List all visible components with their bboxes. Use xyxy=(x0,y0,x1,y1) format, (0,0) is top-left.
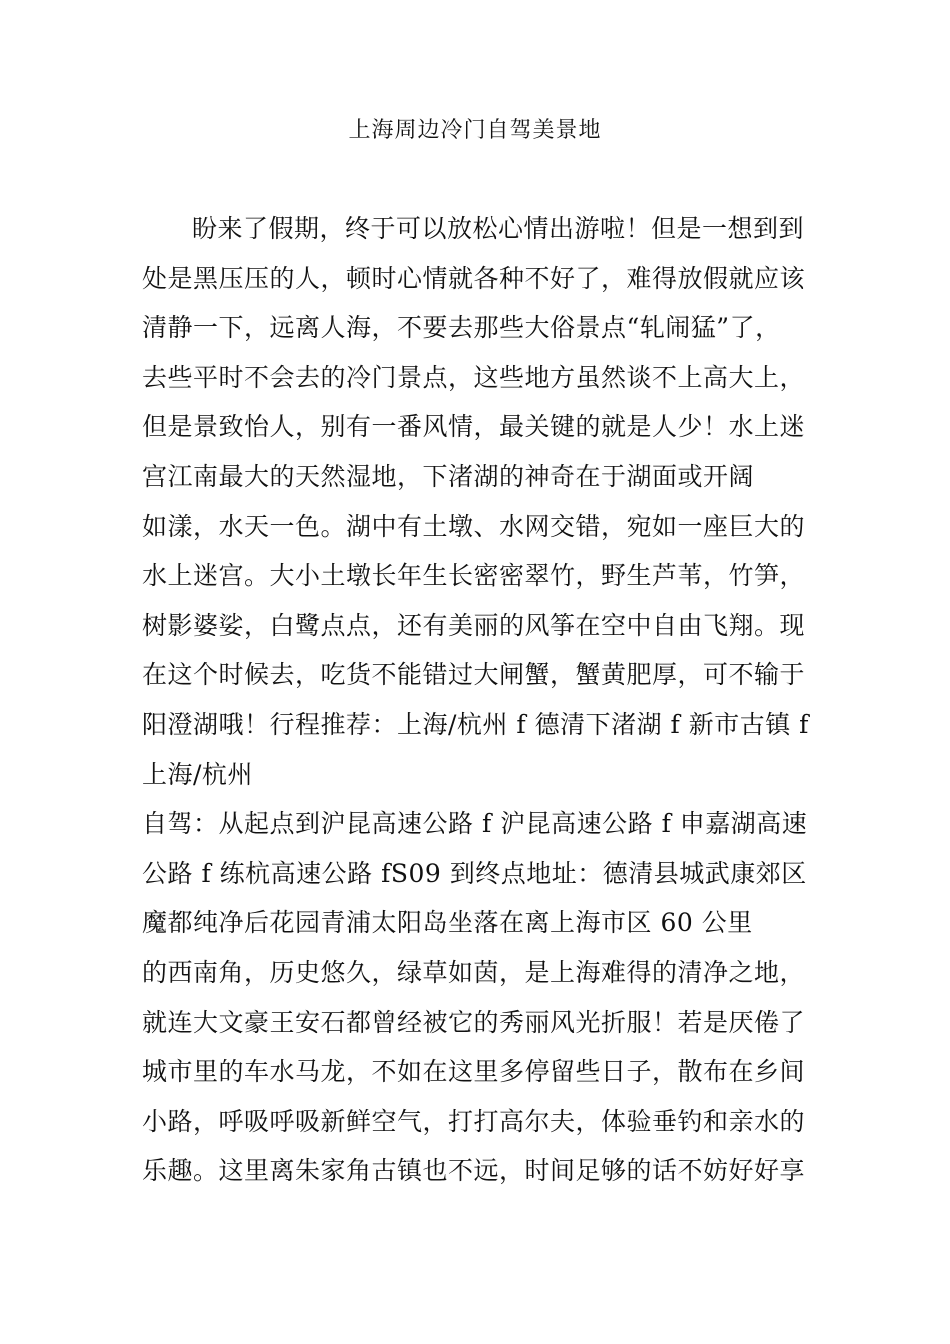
text-line: 城市里的车水马龙，不如在这里多停留些日子，散布在乡间 xyxy=(142,1057,806,1087)
text-line: 处是黑压压的人，顿时心情就各种不好了，难得放假就应该 xyxy=(142,263,806,293)
text-line: 水上迷宫。大小土墩长年生长密密翠竹，野生芦苇，竹笋， xyxy=(142,561,806,591)
text-line: 魔都纯净后花园青浦太阳岛坐落在离上海市区 60 公里 xyxy=(142,908,753,938)
text-line: 盼来了假期，终于可以放松心情出游啦！但是一想到到 xyxy=(192,214,805,243)
text-line: 清静一下，远离人海，不要去那些大俗景点“轧闹猛”了， xyxy=(142,313,781,343)
text-line: 乐趣。这里离朱家角古镇也不远，时间足够的话不妨好好享 xyxy=(142,1156,806,1186)
text-line: 树影婆娑，白鹭点点，还有美丽的风筝在空中自由飞翔。现 xyxy=(142,610,806,640)
text-line: 的西南角，历史悠久，绿草如茵，是上海难得的清净之地， xyxy=(142,957,806,987)
text-line: 宫江南最大的天然湿地，下渚湖的神奇在于湖面或开阔 xyxy=(142,461,755,491)
text-line: 上海/杭州 xyxy=(142,759,253,789)
text-line: 如漾，水天一色。湖中有土墩、水网交错，宛如一座巨大的 xyxy=(142,511,806,541)
text-line: 在这个时候去，吃货不能错过大闸蟹，蟹黄肥厚，可不输于 xyxy=(142,660,806,690)
text-line: 小路，呼吸呼吸新鲜空气，打打高尔夫，体验垂钓和亲水的 xyxy=(142,1106,806,1136)
text-line: 但是景致怡人，别有一番风情，最关键的就是人少！水上迷 xyxy=(142,412,806,442)
text-line: 公路 f 练杭高速公路 fS09 到终点地址：德清县城武康郊区 xyxy=(142,858,807,888)
document-title: 上海周边冷门自驾美景地 xyxy=(348,118,602,143)
text-line: 阳澄湖哦！行程推荐：上海/杭州 f 德清下渚湖 f 新市古镇 f xyxy=(142,709,809,739)
document-body xyxy=(142,204,822,1196)
text-line: 去些平时不会去的冷门景点，这些地方虽然谈不上高大上， xyxy=(142,362,806,392)
text-line: 就连大文豪王安石都曾经被它的秀丽风光折服！若是厌倦了 xyxy=(142,1007,806,1037)
text-line: 自驾：从起点到沪昆高速公路 f 沪昆高速公路 f 申嘉湖高速 xyxy=(142,809,808,839)
